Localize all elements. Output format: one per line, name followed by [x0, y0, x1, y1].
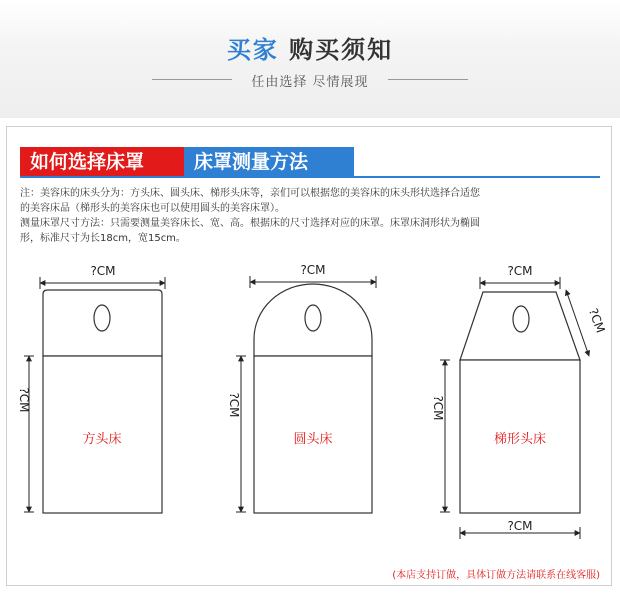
square-head-diagram — [24, 277, 165, 513]
trapezoid-head-diagram — [440, 277, 589, 539]
subtitle: 任由选择 尽情展现 — [251, 75, 369, 90]
trapezoid-side-label: ?CM — [585, 306, 608, 335]
trapezoid-height-label: ?CM — [431, 395, 445, 421]
note-line-1: 注：美容床的床头分为：方头床、圆头床、梯形头床等，亲们可以根据您的美容床的床头形状选择合适您 — [20, 188, 480, 199]
title-accent: 买家 — [226, 36, 279, 64]
square-width-label: ?CM — [90, 264, 116, 278]
trapezoid-head-label: 梯形头床 — [493, 432, 547, 447]
tab-how-to-choose[interactable]: 如何选择床罩 — [20, 147, 190, 177]
trapezoid-top-label: ?CM — [507, 264, 533, 278]
round-height-label: ?CM — [227, 392, 241, 418]
tab-measure-method[interactable]: 床罩测量方法 — [184, 147, 354, 177]
round-width-label: ?CM — [300, 263, 326, 277]
note-line-2: 的美容床品（梯形头的美容床也可以使用圆头的美容床罩）。 — [20, 203, 285, 214]
square-height-label: ?CM — [17, 387, 31, 413]
round-head-label: 圆头床 — [293, 432, 333, 447]
note-line-3: 测量床罩尺寸方法：只需要测量美容床长、宽、高。根据床的尺寸选择对应的床罩。床罩床洞形状为椭圆 — [20, 218, 480, 229]
trapezoid-bottom-label: ?CM — [507, 519, 533, 533]
square-head-label: 方头床 — [82, 432, 122, 447]
round-head-diagram — [236, 276, 376, 513]
note-line-4: 形，标准尺寸为长18cm，宽15cm。 — [20, 233, 186, 244]
custom-order-note: (本店支持订做，具体订做方法请联系在线客服) — [392, 570, 600, 581]
title-main: 购买须知 — [289, 36, 394, 64]
